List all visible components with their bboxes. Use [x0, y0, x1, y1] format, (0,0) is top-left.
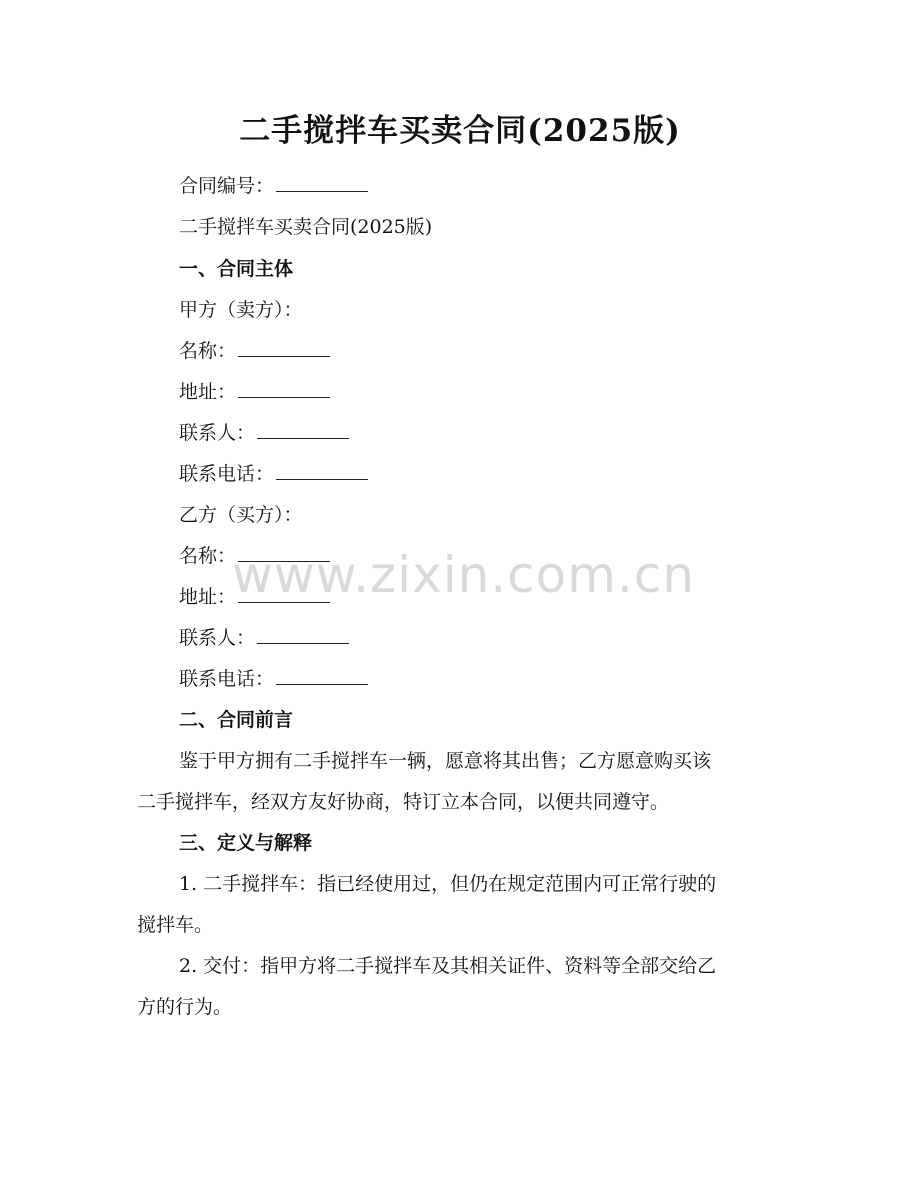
- document-title: 二手搅拌车买卖合同(2025版): [239, 113, 681, 149]
- party-a-label: 甲方（卖方）：: [179, 299, 303, 321]
- section-heading-definitions: 三、定义与解释: [179, 832, 313, 854]
- definition-2-line-1: 2. 交付：指甲方将二手搅拌车及其相关证件、资料等全部交给乙: [179, 955, 717, 977]
- party-b-phone-line: [179, 665, 368, 693]
- party-a-name-label: 名称：: [179, 340, 237, 362]
- party-a-name-line: [179, 337, 330, 365]
- party-a-contact-blank: [257, 420, 349, 439]
- definition-1-line-1: 1. 二手搅拌车：指已经使用过，但仍在规定范围内可正常行驶的: [179, 873, 717, 895]
- party-b-label: 乙方（买方）：: [179, 504, 303, 526]
- contract-number-label: 合同编号：: [179, 175, 275, 197]
- party-b-address-blank: [238, 584, 330, 603]
- party-a-address-line: [179, 378, 330, 406]
- party-b-address-line: [179, 583, 330, 611]
- section-heading-parties: 一、合同主体: [179, 258, 294, 280]
- party-b-contact-label: 联系人：: [179, 627, 256, 649]
- party-b-contact-blank: [257, 625, 349, 644]
- section-heading-preamble: 二、合同前言: [179, 709, 294, 731]
- party-b-address-label: 地址：: [179, 586, 237, 608]
- definition-1-line-2: 搅拌车。: [137, 914, 214, 936]
- party-a-address-blank: [238, 379, 330, 398]
- party-a-phone-line: [179, 460, 368, 488]
- party-b-name-blank: [238, 543, 330, 562]
- contract-number-blank: [276, 173, 368, 192]
- party-a-address-label: 地址：: [179, 381, 237, 403]
- party-a-phone-blank: [276, 461, 368, 480]
- preamble-line-2: 二手搅拌车，经双方友好协商，特订立本合同，以便共同遵守。: [137, 791, 670, 813]
- party-a-contact-label: 联系人：: [179, 422, 256, 444]
- definition-2-line-2: 方的行为。: [137, 996, 233, 1018]
- party-a-contact-line: [179, 419, 349, 447]
- party-b-contact-line: [179, 624, 349, 652]
- party-b-name-label: 名称：: [179, 545, 237, 567]
- watermark-text: www.zixin.com.cn: [232, 546, 696, 604]
- document-subtitle: 二手搅拌车买卖合同(2025版): [179, 216, 433, 238]
- party-a-phone-label: 联系电话：: [179, 463, 275, 485]
- party-b-phone-label: 联系电话：: [179, 668, 275, 690]
- preamble-line-1: 鉴于甲方拥有二手搅拌车一辆，愿意将其出售；乙方愿意购买该: [179, 750, 712, 772]
- contract-number-line: [179, 172, 368, 200]
- party-b-name-line: [179, 542, 330, 570]
- party-b-phone-blank: [276, 666, 368, 685]
- party-a-name-blank: [238, 338, 330, 357]
